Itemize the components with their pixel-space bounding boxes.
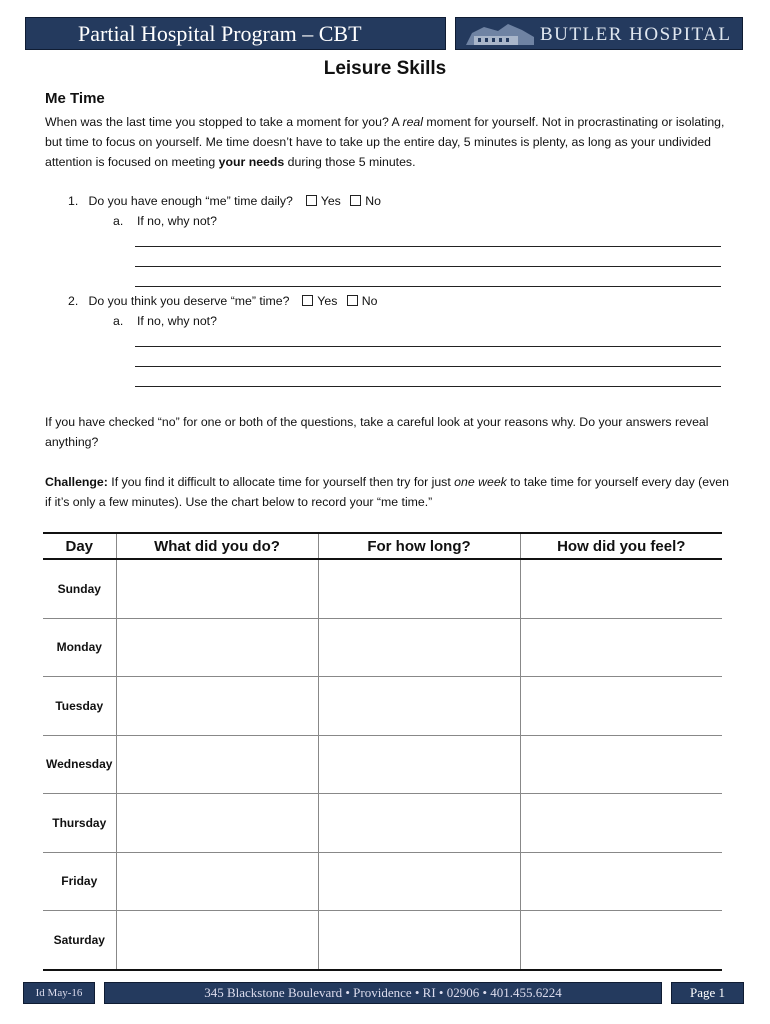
- col-header-day: Day: [43, 533, 116, 559]
- footer-address: 345 Blackstone Boulevard • Providence • RI • 02906 • 401.455.6224: [104, 982, 662, 1004]
- table-row: [43, 911, 722, 970]
- hospital-logo-text: BUTLER HOSPITAL: [540, 24, 732, 45]
- duration-cell[interactable]: [318, 677, 520, 736]
- activity-cell[interactable]: [116, 559, 318, 618]
- day-label: Monday: [43, 618, 116, 677]
- duration-cell[interactable]: [318, 618, 520, 677]
- q1-answer-line[interactable]: [135, 266, 721, 267]
- table-header-row: [43, 533, 722, 559]
- activity-cell[interactable]: [116, 618, 318, 677]
- q2-no-checkbox[interactable]: [347, 295, 358, 306]
- duration-cell[interactable]: [318, 794, 520, 853]
- q2-answer-line[interactable]: [135, 386, 721, 387]
- col-header-activity: What did you do?: [116, 533, 318, 559]
- day-label: Thursday: [43, 794, 116, 853]
- table-row: [43, 794, 722, 853]
- feeling-cell[interactable]: [520, 735, 722, 794]
- question-2: 2. Do you think you deserve “me” time? Yes No: [68, 294, 378, 308]
- table-row: [43, 559, 722, 618]
- table-row: [43, 735, 722, 794]
- table-row: [43, 618, 722, 677]
- day-label: Tuesday: [43, 677, 116, 736]
- activity-cell[interactable]: [116, 735, 318, 794]
- question-2-sub: a. If no, why not?: [113, 314, 217, 328]
- feeling-cell[interactable]: [520, 618, 722, 677]
- duration-cell[interactable]: [318, 852, 520, 911]
- q1-answer-line[interactable]: [135, 246, 721, 247]
- q1-no-checkbox[interactable]: [350, 195, 361, 206]
- duration-cell[interactable]: [318, 735, 520, 794]
- feeling-cell[interactable]: [520, 911, 722, 970]
- program-title: Partial Hospital Program – CBT: [78, 21, 362, 46]
- document-id: Id May-16: [23, 982, 95, 1004]
- activity-cell[interactable]: [116, 677, 318, 736]
- question-1-sub: a. If no, why not?: [113, 214, 217, 228]
- activity-cell[interactable]: [116, 794, 318, 853]
- reflection-paragraph: If you have checked “no” for one or both of the questions, take a careful look at your reasons why. Do your answers reveal anything?: [45, 415, 709, 449]
- hospital-logo-banner: [455, 17, 743, 50]
- page-title: Leisure Skills: [323, 58, 447, 79]
- intro-paragraph: When was the last time you stopped to take a moment for you? A real moment for yourself. Not in procrastinating or isolating, but time to focus on yourself. Me time doesn’t have to take up the entire day, 5 minutes is plenty, as long as your undivided attention is focused on meeting your needs during those 5 minutes.: [45, 115, 725, 169]
- page-number: Page 1: [671, 982, 744, 1004]
- table-row: [43, 852, 722, 911]
- day-label: Friday: [43, 852, 116, 911]
- col-header-feeling: How did you feel?: [520, 533, 722, 559]
- feeling-cell[interactable]: [520, 852, 722, 911]
- activity-cell[interactable]: [116, 911, 318, 970]
- feeling-cell[interactable]: [520, 794, 722, 853]
- day-label: Wednesday: [43, 735, 116, 794]
- col-header-duration: For how long?: [318, 533, 520, 559]
- hospital-building-icon: [464, 21, 536, 47]
- day-label: Saturday: [43, 911, 116, 970]
- feeling-cell[interactable]: [520, 677, 722, 736]
- challenge-paragraph: Challenge: If you find it difficult to allocate time for yourself then try for just one week to take time for yourself every day (even if it’s only a few minutes). Use the chart below to record your “me time.”: [45, 475, 729, 509]
- question-1: 1. Do you have enough “me” time daily? Yes No: [68, 194, 381, 208]
- duration-cell[interactable]: [318, 911, 520, 970]
- feeling-cell[interactable]: [520, 559, 722, 618]
- activity-cell[interactable]: [116, 852, 318, 911]
- day-label: Sunday: [43, 559, 116, 618]
- q2-yes-checkbox[interactable]: [302, 295, 313, 306]
- table-row: [43, 677, 722, 736]
- q1-answer-line[interactable]: [135, 286, 721, 287]
- q2-answer-line[interactable]: [135, 346, 721, 347]
- q1-yes-checkbox[interactable]: [306, 195, 317, 206]
- me-time-log-table: [43, 532, 722, 971]
- program-title-banner: [25, 17, 446, 50]
- q2-answer-line[interactable]: [135, 366, 721, 367]
- duration-cell[interactable]: [318, 559, 520, 618]
- section-heading: Me Time: [45, 90, 105, 107]
